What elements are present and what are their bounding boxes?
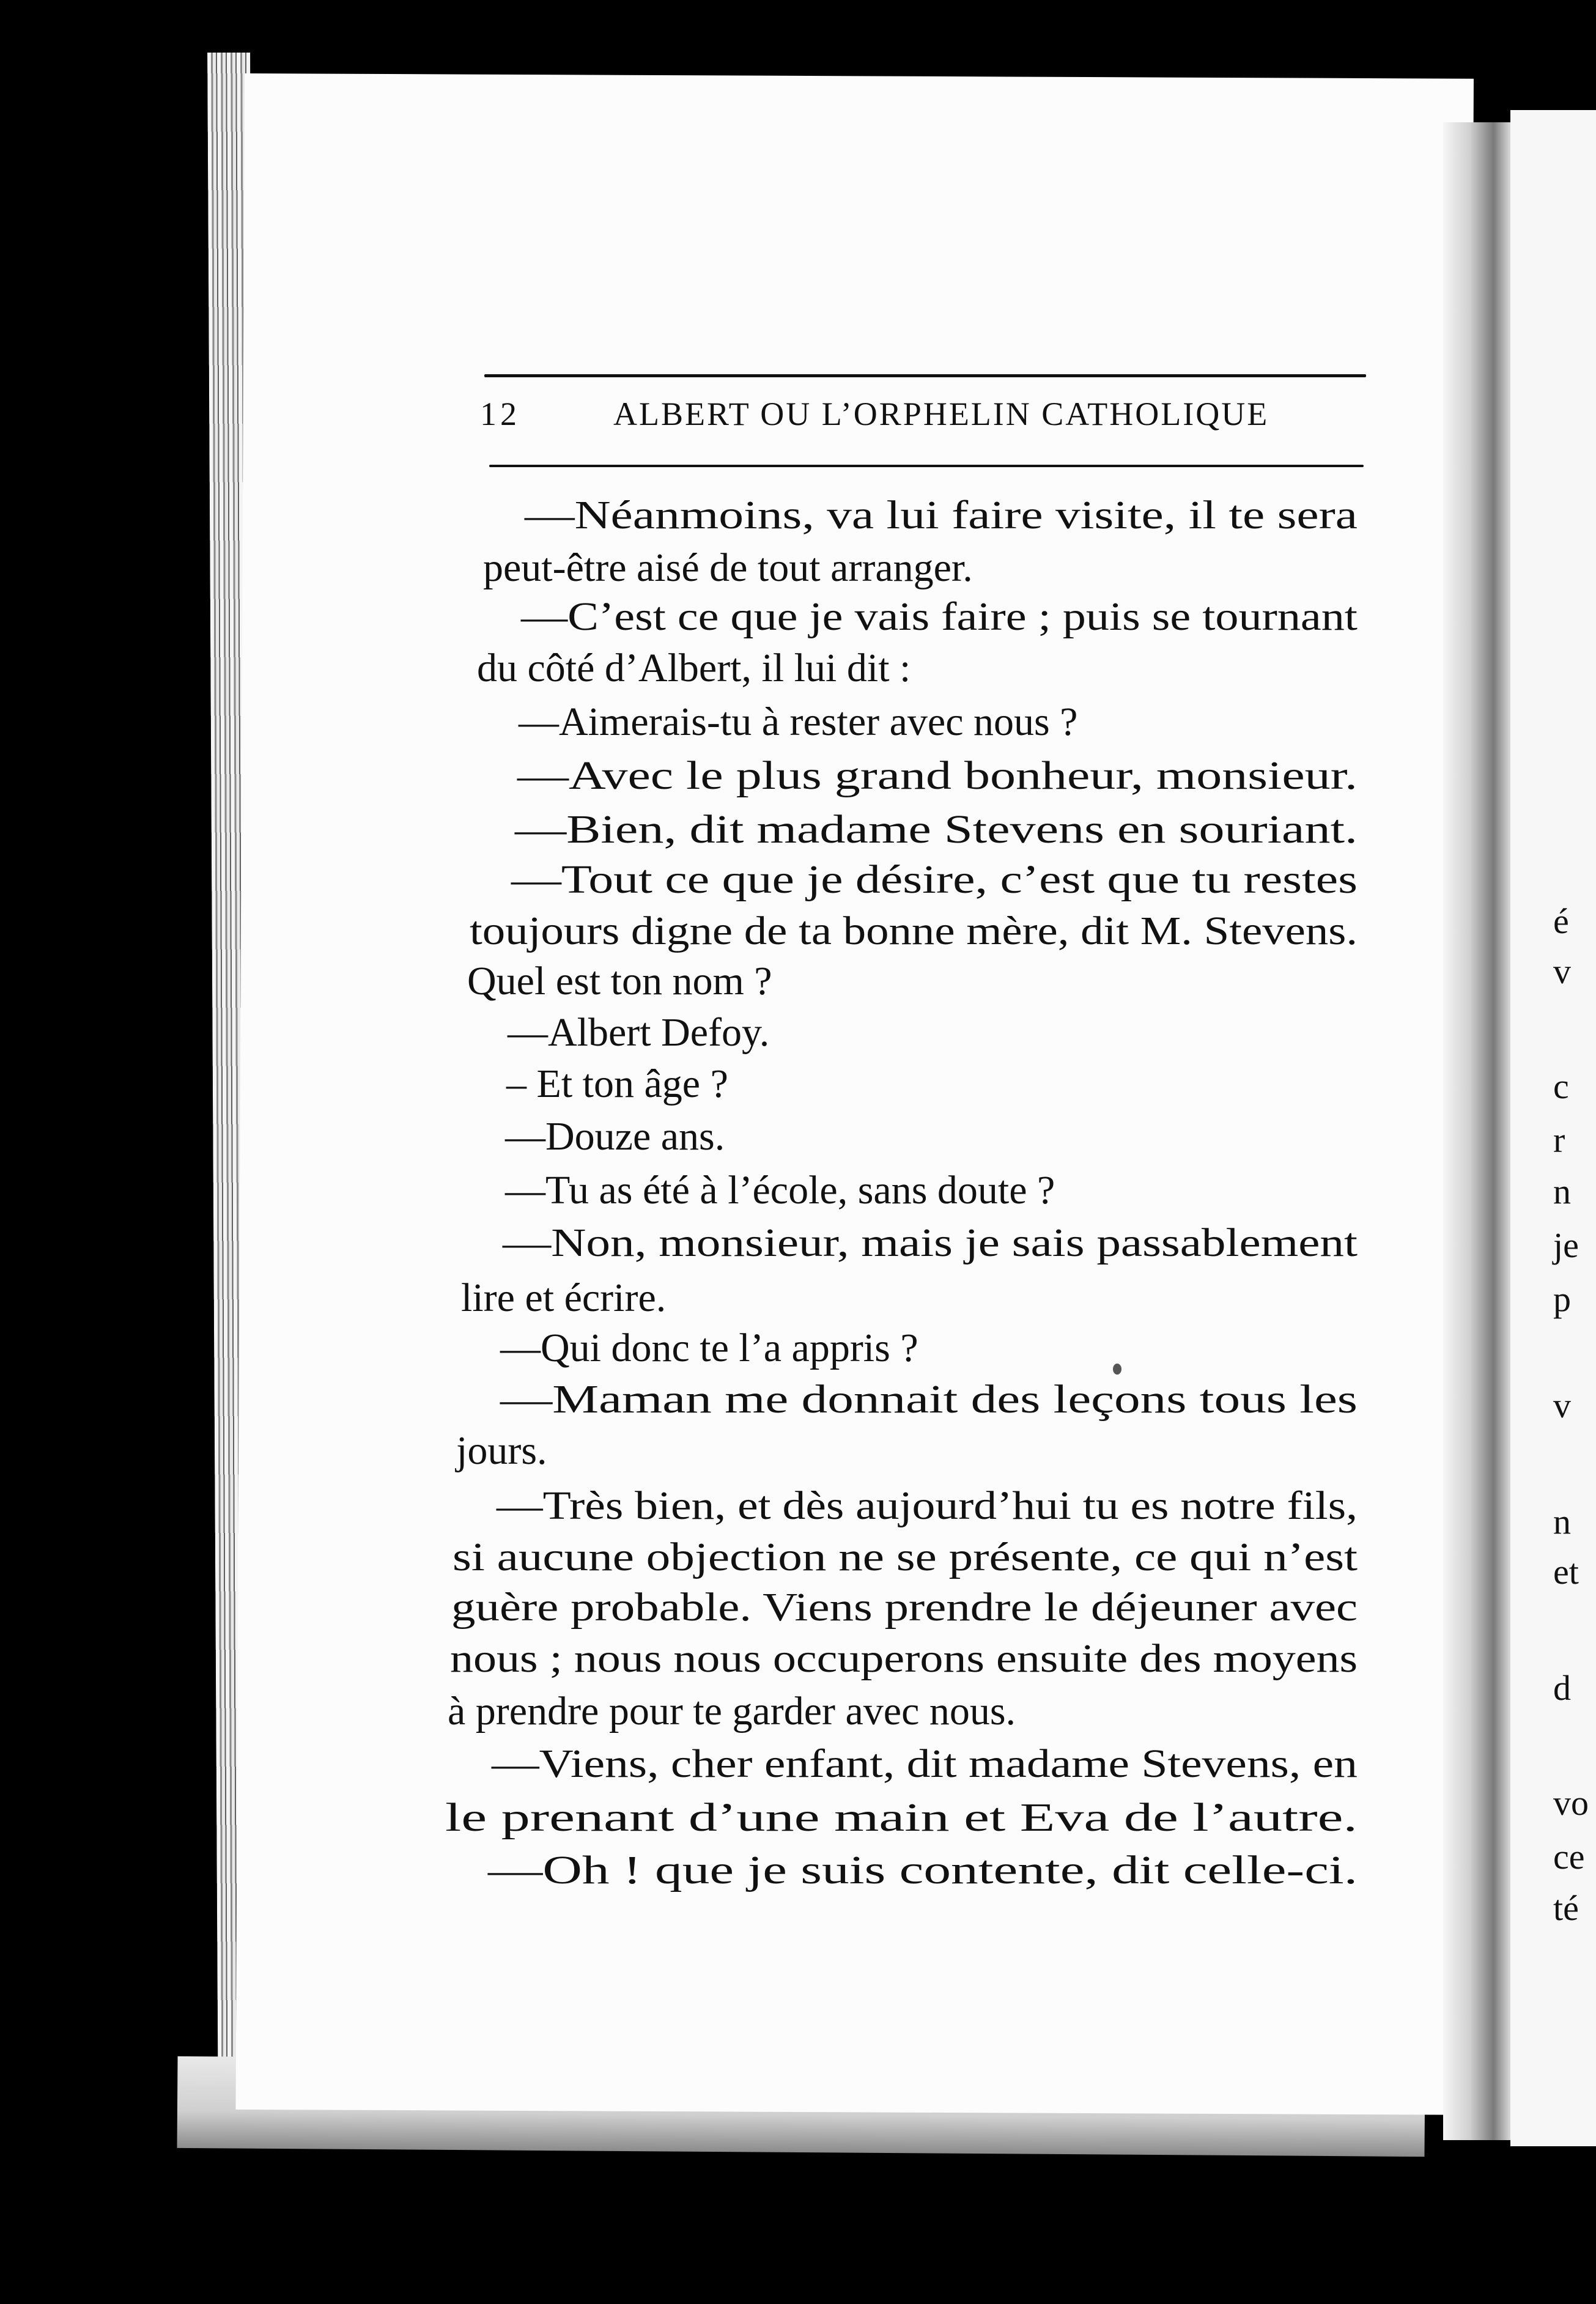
facing-fragment: d	[1553, 1668, 1571, 1708]
text-line: jours.	[456, 1428, 547, 1473]
text-line: —Oh ! que je suis contente, dit celle-ci.	[488, 1848, 1358, 1892]
text-line: Quel est ton nom ?	[467, 959, 772, 1003]
facing-fragment: c	[1553, 1066, 1569, 1106]
text-line: —Avec le plus grand bonheur, monsieur.	[517, 753, 1358, 798]
text-line: nous ; nous nous occuperons ensuite des moyens	[450, 1636, 1358, 1681]
text-line: —Viens, cher enfant, dit madame Stevens, en	[492, 1741, 1358, 1786]
text-line: peut-être aisé de tout arranger.	[483, 545, 973, 590]
header-rule-top	[484, 374, 1366, 377]
text-line: —Aimerais-tu à rester avec nous ?	[519, 700, 1078, 744]
ink-speck	[1113, 1364, 1121, 1375]
text-line: si aucune objection ne se présente, ce qui n’est	[453, 1535, 1358, 1579]
text-line: le prenant d’une main et Eva de l’autre.	[445, 1795, 1358, 1840]
running-head	[480, 386, 1367, 441]
text-line: —Douze ans.	[505, 1114, 725, 1159]
book-gutter-shadow	[1443, 122, 1510, 2140]
text-line: —Maman me donnait des leçons tous les	[500, 1377, 1358, 1422]
facing-fragment: p	[1553, 1279, 1571, 1319]
text-line: toujours digne de ta bonne mère, dit M. Stevens.	[470, 909, 1358, 953]
page-number: 12	[480, 396, 520, 432]
text-line: —Très bien, et dès aujourd’hui tu es notre fils,	[497, 1483, 1358, 1528]
facing-fragment: v	[1553, 1386, 1571, 1425]
facing-fragment: r	[1553, 1120, 1565, 1160]
facing-fragment: ce	[1553, 1837, 1585, 1877]
text-line: guère probable. Viens prendre le déjeuner avec	[451, 1585, 1358, 1630]
facing-fragment: n	[1553, 1172, 1571, 1211]
facing-fragment: n	[1553, 1502, 1571, 1542]
header-rule-bottom	[489, 465, 1364, 467]
facing-fragment: vo	[1553, 1783, 1589, 1823]
text-line: —Tout ce que je désire, c’est que tu restes	[511, 857, 1358, 902]
text-line: —Non, monsieur, mais je sais passablement	[503, 1220, 1358, 1265]
text-line: du côté d’Albert, il lui dit :	[477, 646, 911, 690]
text-line: —Bien, dit madame Stevens en souriant.	[515, 807, 1358, 852]
text-line: —Albert Defoy.	[508, 1010, 770, 1055]
facing-fragment: je	[1553, 1225, 1579, 1265]
facing-fragment: v	[1553, 951, 1571, 991]
text-line: —Qui donc te l’a appris ?	[500, 1326, 918, 1370]
text-line: —Néanmoins, va lui faire visite, il te sera	[525, 493, 1358, 537]
facing-fragment: et	[1553, 1552, 1579, 1592]
text-line: —Tu as été à l’école, sans doute ?	[505, 1168, 1055, 1213]
facing-fragment: é	[1553, 901, 1569, 941]
running-title: ALBERT OU L’ORPHELIN CATHOLIQUE	[613, 396, 1269, 432]
text-line: lire et écrire.	[461, 1276, 667, 1320]
facing-fragment: té	[1553, 1888, 1579, 1928]
text-line: —C’est ce que je vais faire ; puis se tournant	[521, 594, 1358, 639]
text-line: à prendre pour te garder avec nous.	[448, 1689, 1016, 1734]
text-line: – Et ton âge ?	[506, 1062, 728, 1106]
